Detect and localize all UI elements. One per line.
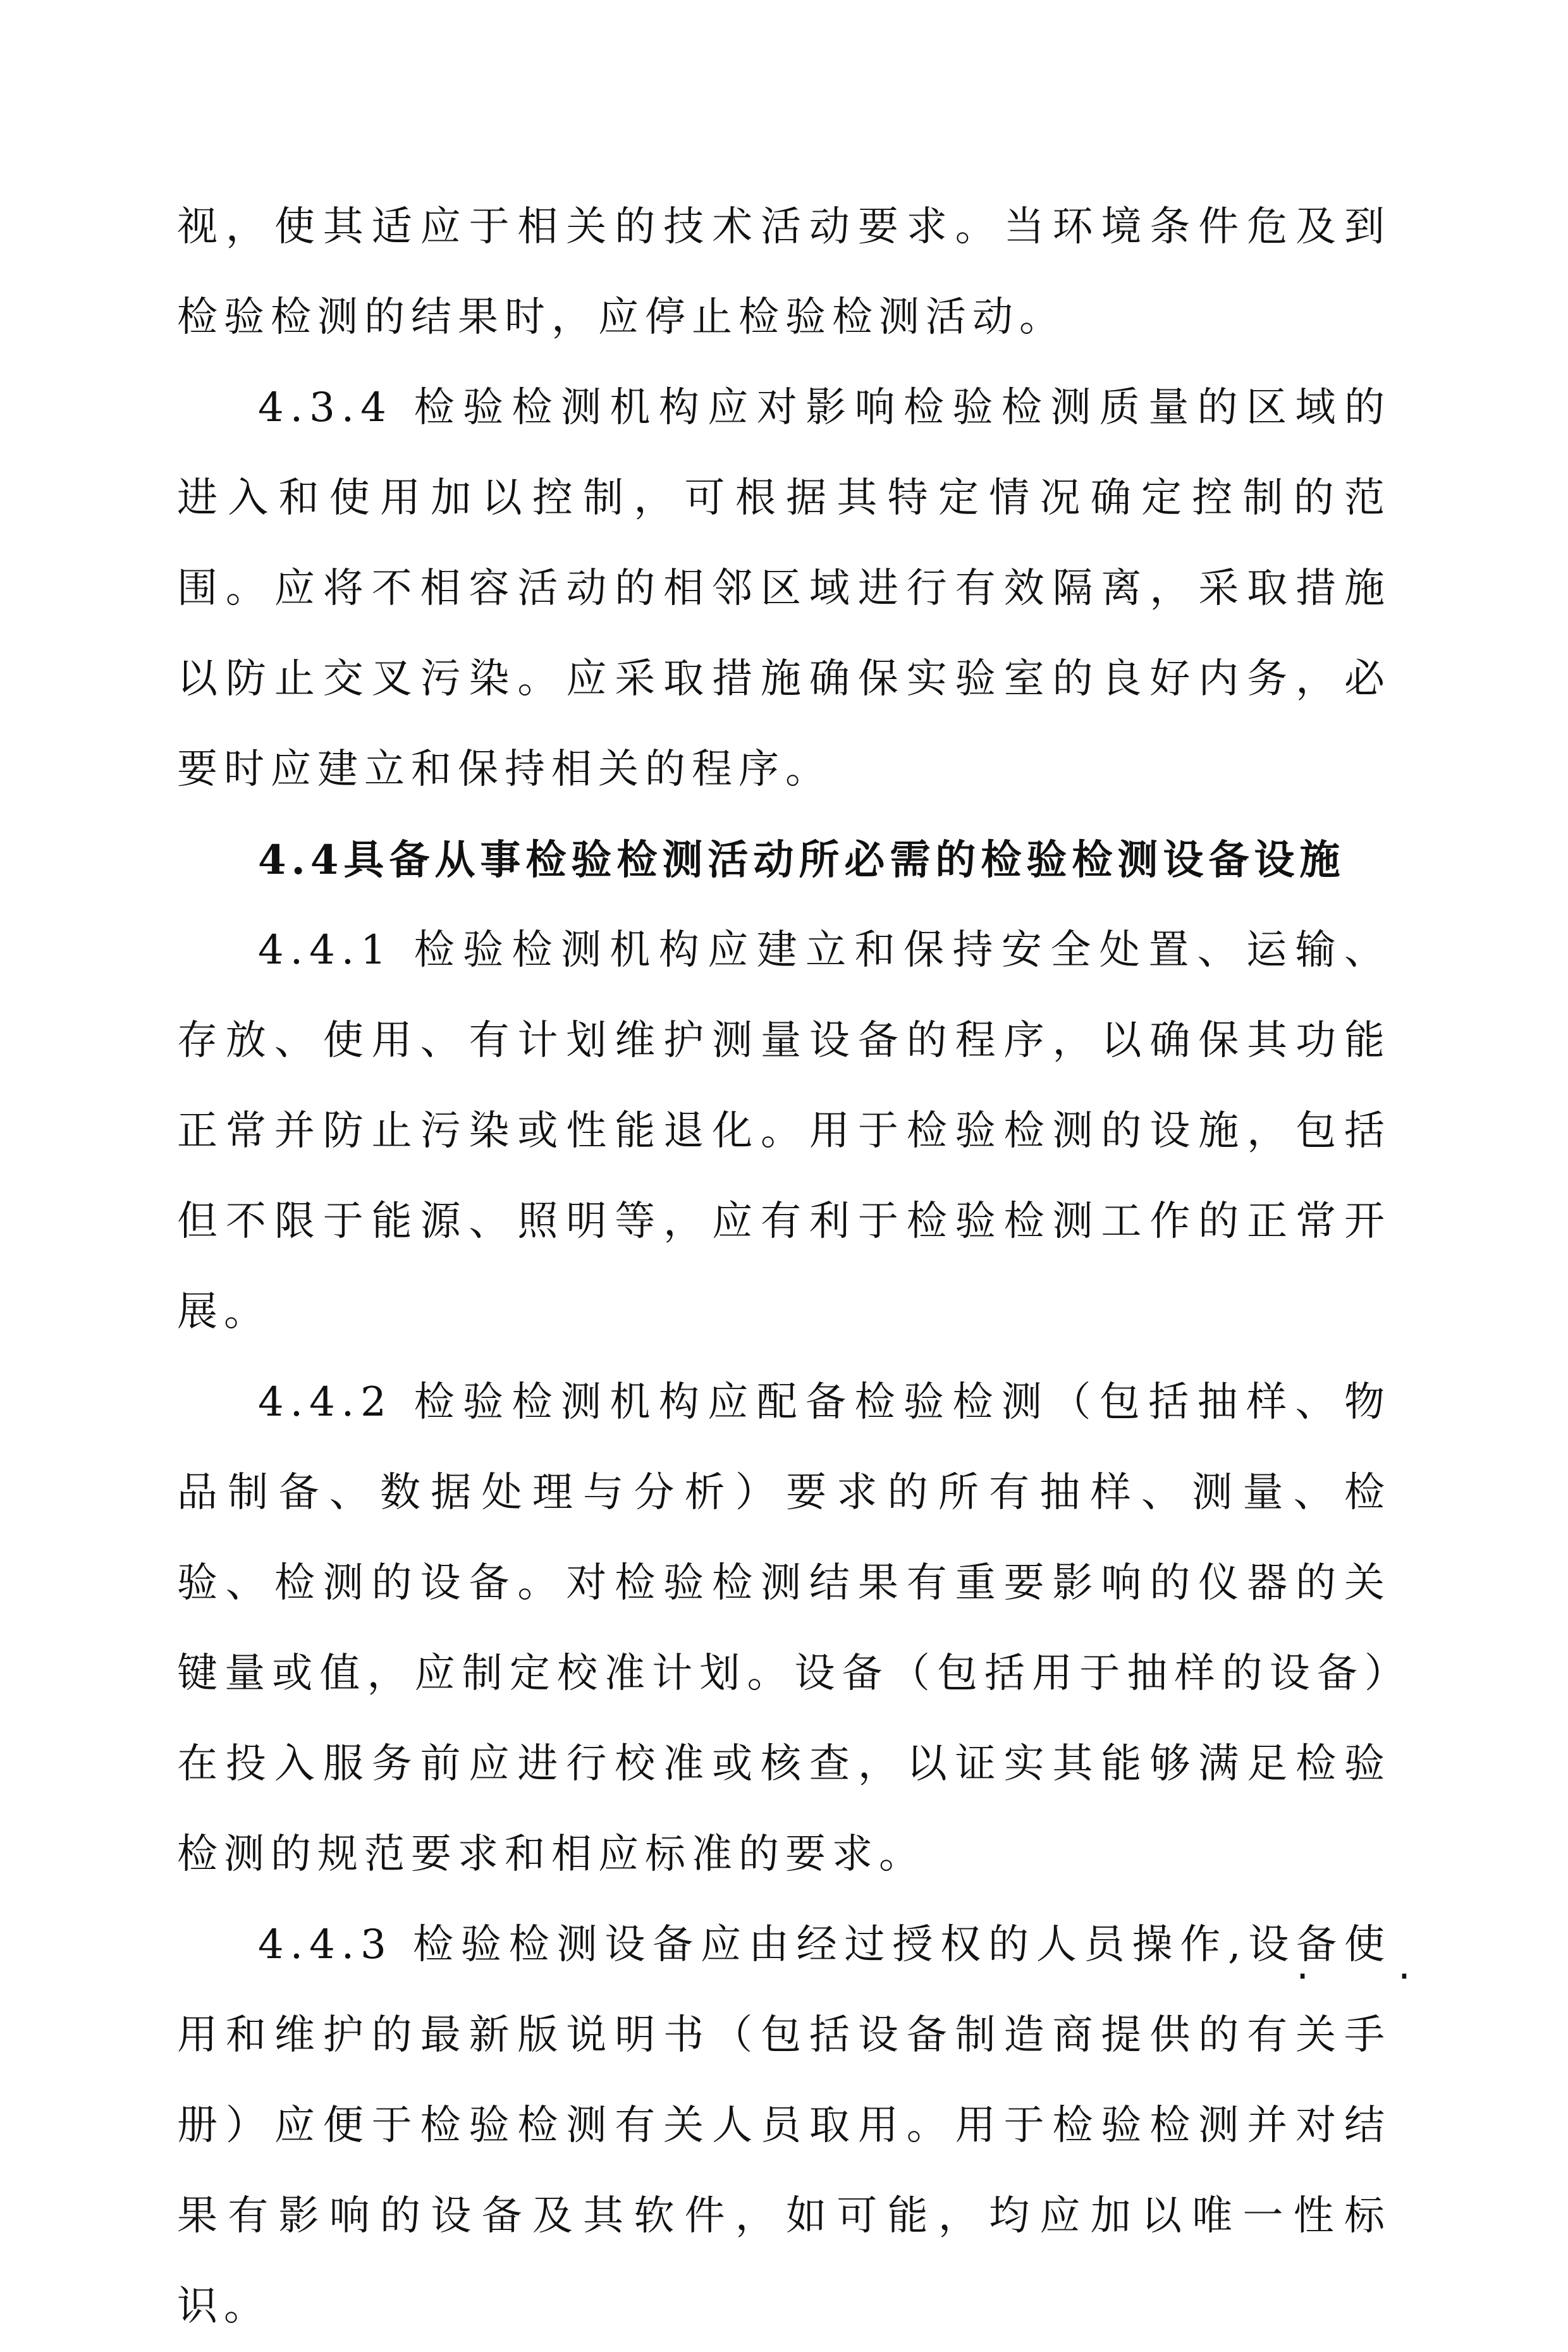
paragraph-4-4-3: 4.4.3 检验检测设备应由经过授权的人员操作,设备使用和维护的最新版说明书（包括设备制造商提供的有关手册）应便于检验检测有关人员取用。用于检验检测并对结果有影响的设备及其软件，如可能，均应加以唯一性标识。	[177, 1921, 1391, 2330]
paragraph-4-3-4: 4.3.4 检验检测机构应对影响检验检测质量的区域的进入和使用加以控制，可根据其特定情况确定控制的范围。应将不相容活动的相邻区域进行有效隔离，采取措施以防止交叉污染。应采取措施确保实验室的良好内务，必要时应建立和保持相关的程序。	[177, 384, 1391, 793]
paragraph-4-4-1: 4.4.1 检验检测机构应建立和保持安全处置、运输、存放、使用、有计划维护测量设备的程序，以确保其功能正常并防止污染或性能退化。用于检验检测的设施，包括但不限于能源、照明等，应有利于检验检测工作的正常开展。	[177, 927, 1391, 1335]
page-footer-dots: · ·	[1296, 1954, 1449, 2000]
paragraph-continuation: 视，使其适应于相关的技术活动要求。当环境条件危及到检验检测的结果时，应停止检验检测活动。	[177, 204, 1391, 341]
section-heading-4-4: 4.4具备从事检验检测活动所必需的检验检测设备设施	[258, 836, 1345, 884]
document-body	[177, 182, 1391, 2352]
paragraph-4-4-2: 4.4.2 检验检测机构应配备检验检测（包括抽样、物品制备、数据处理与分析）要求的所有抽样、测量、检验、检测的设备。对检验检测结果有重要影响的仪器的关键量或值，应制定校准计划。设备（包括用于抽样的设备）在投入服务前应进行校准或核查，以证实其能够满足检验检测的规范要求和相应标准的要求。	[177, 1379, 1391, 1878]
